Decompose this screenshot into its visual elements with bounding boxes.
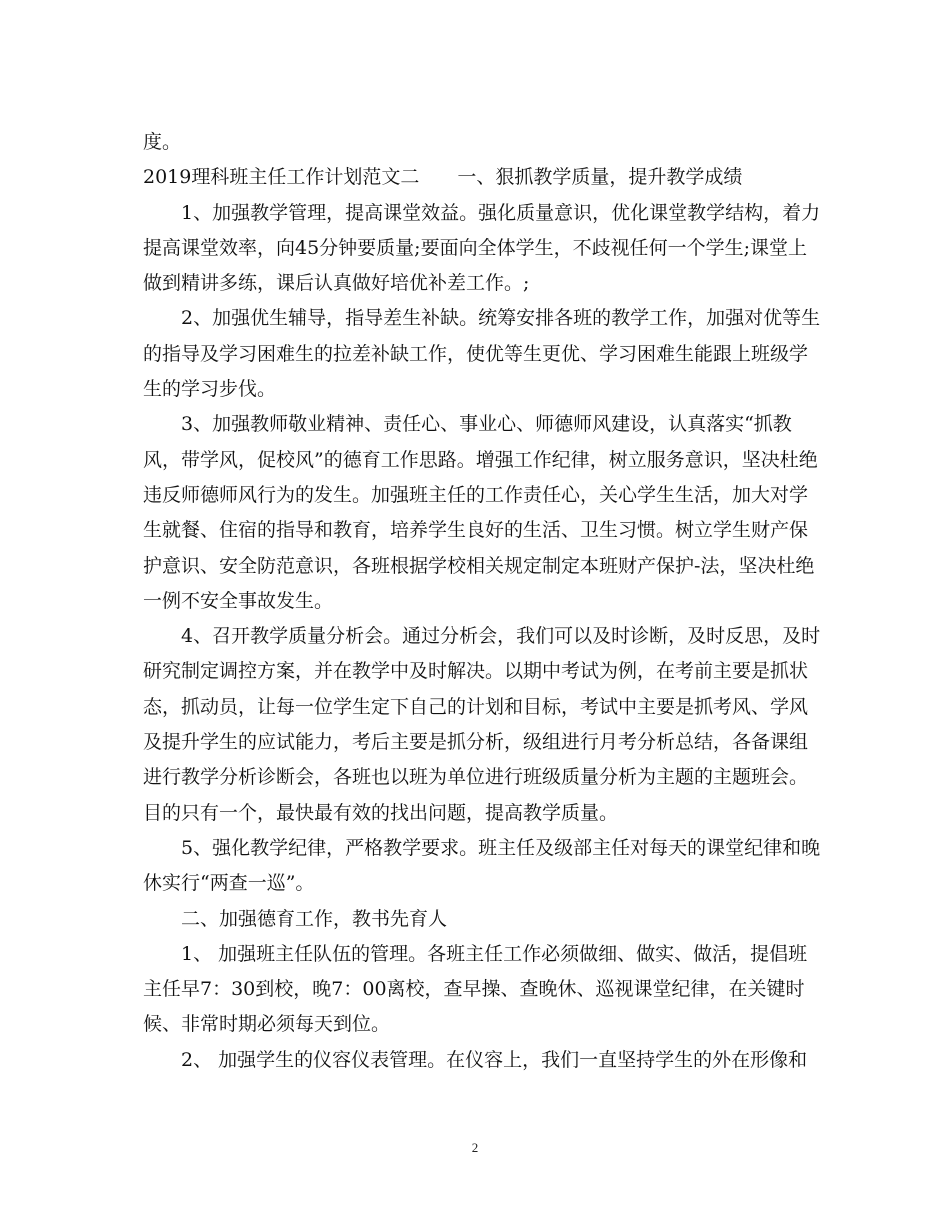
- text-line: 2、加强优生辅导，指导差生补缺。统筹安排各班的教学工作，加强对优等生: [181, 307, 821, 330]
- text-line: 1、加强教学管理，提高课堂效益。强化质量意识，优化课堂教学结构，着力: [181, 201, 821, 224]
- text-line: 休实行“两查一巡”。: [143, 872, 315, 895]
- text-line: 3、加强教师敬业精神、责任心、事业心、师德师风建设，认真落实“抓教: [181, 413, 792, 436]
- section-heading-line: 二、加强德育工作，教书先育人: [181, 907, 448, 930]
- text-line: 提高课堂效率，向45分钟要质量;要面向全体学生，不歧视任何一个学生;课堂上: [143, 236, 807, 259]
- text-line: 5、强化教学纪律，严格教学要求。班主任及级部主任对每天的课堂纪律和晚: [181, 836, 821, 859]
- text-line: 进行教学分析诊断会，各班也以班为单位进行班级质量分析为主题的主题班会。: [143, 766, 809, 789]
- text-line: 研究制定调控方案，并在教学中及时解决。以期中考试为例，在考前主要是抓状: [143, 660, 809, 683]
- page-number: 2: [471, 1140, 479, 1155]
- text-line: 度。: [143, 131, 182, 153]
- text-line: 违反师德师风行为的发生。加强班主任的工作责任心，关心学生生活，加大对学: [143, 483, 809, 506]
- text-line: 主任早7：30到校，晚7：00离校，查早操、查晚休、巡视课堂纪律，在关键时: [143, 978, 805, 1001]
- text-line: 目的只有一个，最快最有效的找出问题，提高教学质量。: [143, 801, 619, 824]
- text-line: 的指导及学习困难生的拉差补缺工作，使优等生更优、学习困难生能跟上班级学: [143, 342, 809, 365]
- text-line: 做到精讲多练，课后认真做好培优补差工作。;: [143, 272, 530, 295]
- text-line: 态，抓动员，让每一位学生定下自己的计划和目标，考试中主要是抓考风、学风: [143, 695, 809, 718]
- text-line: 2、 加强学生的仪容仪表管理。在仪容上，我们一直坚持学生的外在形像和: [181, 1048, 808, 1071]
- document-body: [143, 125, 821, 1078]
- section-heading-line: 2019理科班主任工作计划范文二 一、狠抓教学质量，提升教学成绩: [143, 166, 743, 189]
- text-line: 风，带学风，促校风”的德育工作思路。增强工作纪律，树立服务意识，坚决杜绝: [143, 448, 818, 471]
- text-line: 一例不安全事故发生。: [143, 589, 334, 612]
- text-line: 及提升学生的应试能力，考后主要是抓分析，级组进行月考分析总结，各备课组: [143, 731, 809, 754]
- text-line: 护意识、安全防范意识，各班根据学校相关规定制定本班财产保护-法，坚决杜绝: [143, 554, 815, 577]
- text-line: 4、召开教学质量分析会。通过分析会，我们可以及时诊断，及时反思，及时: [181, 625, 821, 648]
- text-line: 候、非常时期必须每天到位。: [143, 1013, 391, 1036]
- text-line: 生就餐、住宿的指导和教育，培养学生良好的生活、卫生习惯。树立学生财产保: [143, 519, 809, 542]
- text-line: 1、 加强班主任队伍的管理。各班主任工作必须做细、做实、做活，提倡班: [181, 942, 808, 965]
- text-line: 生的学习步伐。: [143, 378, 277, 401]
